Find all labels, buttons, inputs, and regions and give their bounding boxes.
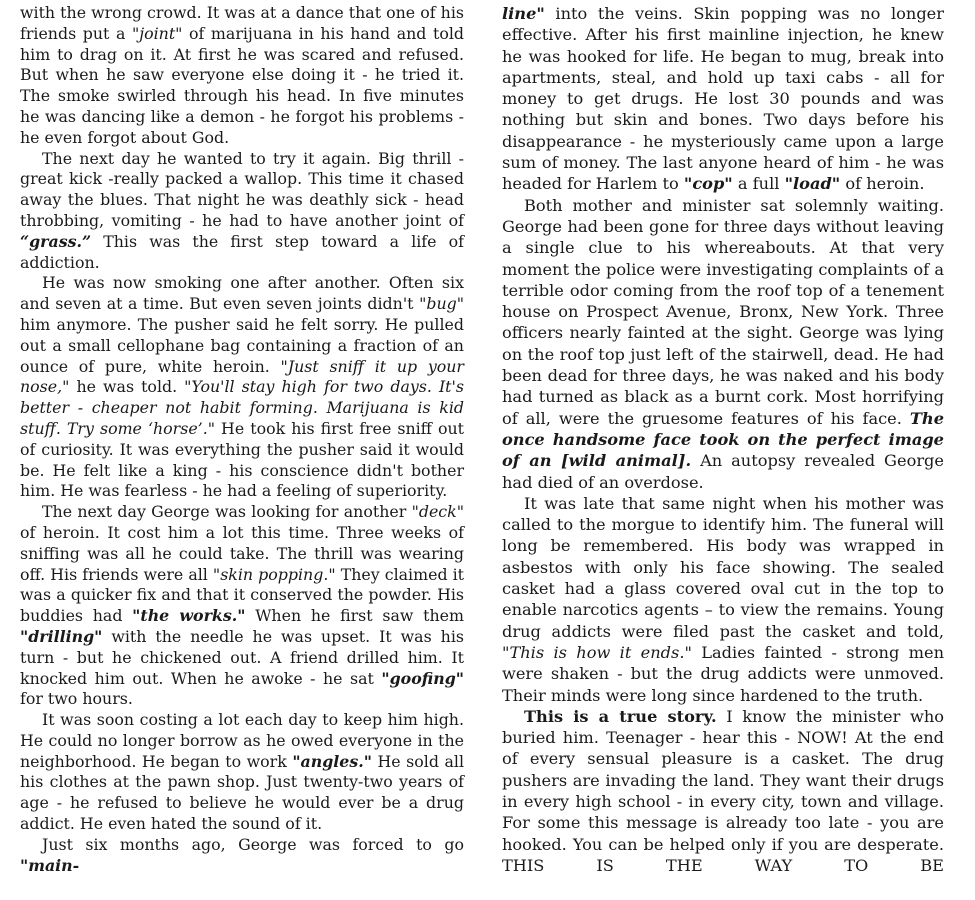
paragraph: Just six months ago, George was forced to go "main-	[20, 834, 464, 875]
slang-term: "cop"	[683, 174, 733, 194]
slang-term: "joint"	[131, 23, 183, 43]
paragraph: The next day he wanted to try it again. Big thrill - great kick -really packed a wallop. This time it chased away the blues. That night he was deathly sick - head throbbing, vomiting - he had to have another joint of “grass.” This was the first step toward a life of addiction.	[20, 148, 464, 272]
slang-term: "skin popping."	[212, 564, 336, 584]
slang-term: "drilling"	[20, 626, 103, 646]
quote: "This is how it ends."	[502, 642, 692, 662]
paragraph: He was now smoking one after another. Often six and seven at a time. But even seven joints didn't "bug" him anymore. The pusher said he felt sorry. He pulled out a small cellophane bag containing a fraction of an ounce of pure, white heroin. "Just sniff it up your nose," he was told. "You'll stay high for two days. It's better - cheaper not habit forming. Marijuana is kid stuff. Try some ‘horse’." He took his first free sniff out of curiosity. It was everything the pusher said it would be. He felt like a king - his conscience didn't bother him. He was fearless - he had a feeling of superiority.	[20, 273, 464, 501]
emphasis: This is a true story.	[524, 706, 717, 726]
slang-term: "the works."	[132, 606, 246, 626]
slang-term: "angles."	[292, 751, 372, 771]
slang-term: "bug"	[419, 294, 464, 314]
paragraph: This is a true story. I know the minister who buried him. Teenager - hear this - NOW! At the end of every sensual pleasure is a casket. The drug pushers are invading the land. They want their drugs in every high school - in every city, town and village. For some this message is already too late - you are hooked. You can be helped only if you are desperate. THIS IS THE WAY TO BE	[502, 706, 944, 875]
slang-term: "goofing"	[381, 668, 464, 688]
slang-term: line"	[502, 4, 545, 23]
right-text-column	[502, 3, 944, 876]
paragraph: with the wrong crowd. It was at a dance that one of his friends put a "joint" of marijuana in his hand and told him to drag on it. At first he was scared and refused. But when he saw everyone else doing it - he tried it. The smoke swirled through his head. In five minutes he was dancing like a demon - he forgot his problems - he even forgot about God.	[20, 3, 464, 147]
slang-term: "load"	[784, 174, 841, 194]
left-text-column	[20, 3, 464, 876]
slang-term: “grass.”	[20, 231, 92, 251]
slang-term: "deck"	[411, 502, 464, 522]
paragraph: It was soon costing a lot each day to keep him high. He could no longer borrow as he owed everyone in the neighborhood. He began to work "angles." He sold all his clothes at the pawn shop. Just twenty-two years of age - he refused to believe he would ever be a drug addict. He even hated the sound of it.	[20, 710, 464, 834]
paragraph: Both mother and minister sat solemnly waiting. George had been gone for three days without leaving a single clue to his whereabouts. At that very moment the police were investigating complaints of a terrible odor coming from the roof top of a tenement house on Prospect Avenue, Bronx, New York. Three officers nearly fainted at the sight. George was lying on the roof top just left of the stairwell, dead. He had been dead for three days, he was naked and his body had turned as black as a burnt cork. Most horrifying of all, were the gruesome features of his face. The once handsome face took on the perfect image of an [wild animal]. An autopsy revealed George had died of an overdose.	[502, 195, 944, 492]
emphasis: The once handsome face took on the perfect image of an [wild animal].	[502, 408, 944, 471]
paragraph: line" into the veins. Skin popping was no longer effective. After his first mainline injection, he knew he was hooked for life. He began to mug, break into apartments, steal, and hold up taxi cabs - all for money to get drugs. He lost 30 pounds and was nothing but skin and bones. Two days before his disappearance - he mysteriously came upon a large sum of money. The last anyone heard of him - he was headed for Harlem to "cop" a full "load" of heroin.	[502, 4, 944, 194]
paragraph: It was late that same night when his mother was called to the morgue to identify him. The funeral will long be remembered. His body was wrapped in asbestos with only his face showing. The sealed casket had a glass covered oval cut in the top to enable narcotics agents – to view the remains. Young drug addicts were filed past the casket and told, "This is how it ends." Ladies fainted - strong men were shaken - but the drug addicts were unmoved. Their minds were long since hardened to the truth.	[502, 493, 945, 705]
slang-term: "main-	[20, 855, 80, 875]
quote: "You'll stay high for two days. It's better - cheaper not habit forming. Marijuana is kid stuff. Try some ‘horse’."	[20, 377, 464, 438]
paragraph: The next day George was looking for another "deck" of heroin. It cost him a lot this time. Three weeks of sniffing was all he could take. The thrill was wearing off. His friends were all "skin popping." They claimed it was a quicker fix and that it conserved the powder. His buddies had "the works." When he first saw them "drilling" with the needle he was upset. It was his turn - but he chickened out. A friend drilled him. It knocked him out. When he awoke - he sat "goofing" for two hours.	[20, 502, 465, 709]
quote: "Just sniff it up your nose,"	[20, 356, 464, 397]
